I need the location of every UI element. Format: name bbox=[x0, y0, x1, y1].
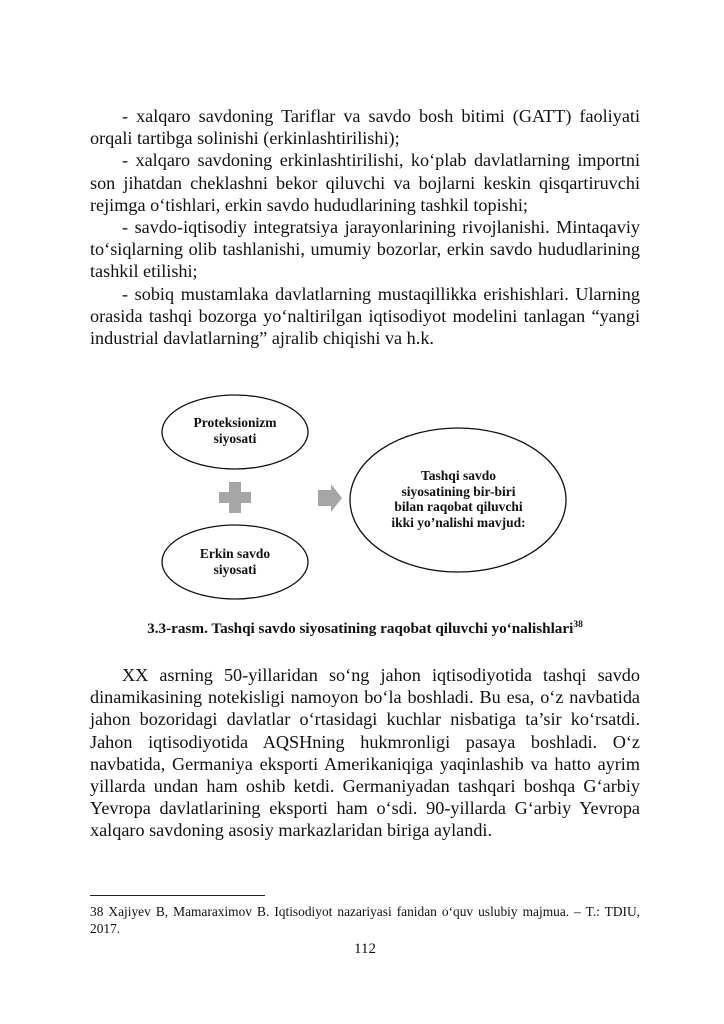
node-label-line: ikki yo’nalishi mavjud: bbox=[391, 514, 526, 530]
node-label-line: siyosati bbox=[213, 430, 257, 446]
node-label-line: siyosatining bir-biri bbox=[401, 483, 516, 499]
plus-icon bbox=[219, 482, 251, 513]
paragraph: - xalqaro savdoning erkinlashtirilishi, ko‘plab davlatlarning importni son jihatdan cheklashni bekor qiluvchi va bojlarni keskin qisqartiruvchi rejimga o‘tishlari, erkin savdo hududlarining tashkil topishi; bbox=[90, 150, 640, 215]
node-label-line: Proteksionizm bbox=[193, 415, 277, 430]
trade-policy-diagram bbox=[140, 390, 600, 610]
body-text-bottom bbox=[90, 664, 640, 842]
node-label-line: Erkin savdo bbox=[199, 546, 271, 561]
node-free-trade-label bbox=[162, 546, 308, 577]
caption-text: 3.3-rasm. Tashqi savdo siyosatining raqobat qiluvchi yo‘nalishlari bbox=[147, 620, 574, 637]
node-label-line: Tashqi savdo bbox=[421, 468, 496, 483]
figure-caption bbox=[90, 619, 640, 639]
footnote-text: 38 Xajiyev B, Mamaraximov B. Iqtisodiyot nazariyasi fanidan o‘quv uslubiy majmua. – T.: TDIU, 2017. bbox=[90, 904, 640, 936]
footnote-divider bbox=[90, 895, 265, 896]
node-label-line: siyosati bbox=[213, 561, 257, 577]
page-number: 112 bbox=[354, 941, 376, 957]
body-text-top bbox=[90, 105, 640, 349]
node-label-line: bilan raqobat qiluvchi bbox=[394, 499, 523, 514]
paragraph: - sobiq mustamlaka davlatlarning mustaqillikka erishishlari. Ularning orasida tashqi bozorga yo‘naltirilgan iqtisodiyot modelini tanlagan “yangi industrial davlatlarning” ajralib chiqishi va h.k. bbox=[90, 283, 640, 349]
node-protectionism-label bbox=[162, 415, 308, 446]
paragraph: XX asrning 50-yillaridan so‘ng jahon iqtisodiyotida tashqi savdo dinamikasining notekisligi namoyon bo‘la boshladi. Bu esa, o‘z navbatida jahon bozoridagi davlatlar o‘rtasidagi kuchlar nisbatiga ta’sir ko‘rsatdi. Jahon iqtisodiyotida AQSHning hukmronligi pasaya boshladi. O‘z navbatida, Germaniya eksporti Amerikaniqiga yaqinlashib va hatto ayrim yillarda undan ham oshib ketdi. Germaniyadan tashqari boshqa G‘arbiy Yevropa davlatlarining eksporti ham o‘sdi. 90-yillarda G‘arbiy Yevropa xalqaro savdoning asosiy markazlaridan biriga aylandi. bbox=[90, 665, 640, 841]
paragraph: - xalqaro savdoning Tariflar va savdo bosh bitimi (GATT) faoliyati orqali tartibga solinishi (erkinlashtirilishi); bbox=[90, 106, 640, 149]
paragraph: - savdo-iqtisodiy integratsiya jarayonlarining rivojlanishi. Mintaqaviy to‘siqlarning olib tashlanishi, umumiy bozorlar, erkin savdo hududlarining tashkil etilishi; bbox=[90, 217, 640, 282]
arrow-right-icon bbox=[318, 484, 342, 512]
footnote-reference[interactable]: 38 bbox=[573, 620, 583, 630]
footnote bbox=[90, 904, 640, 937]
node-result-label bbox=[350, 468, 567, 530]
